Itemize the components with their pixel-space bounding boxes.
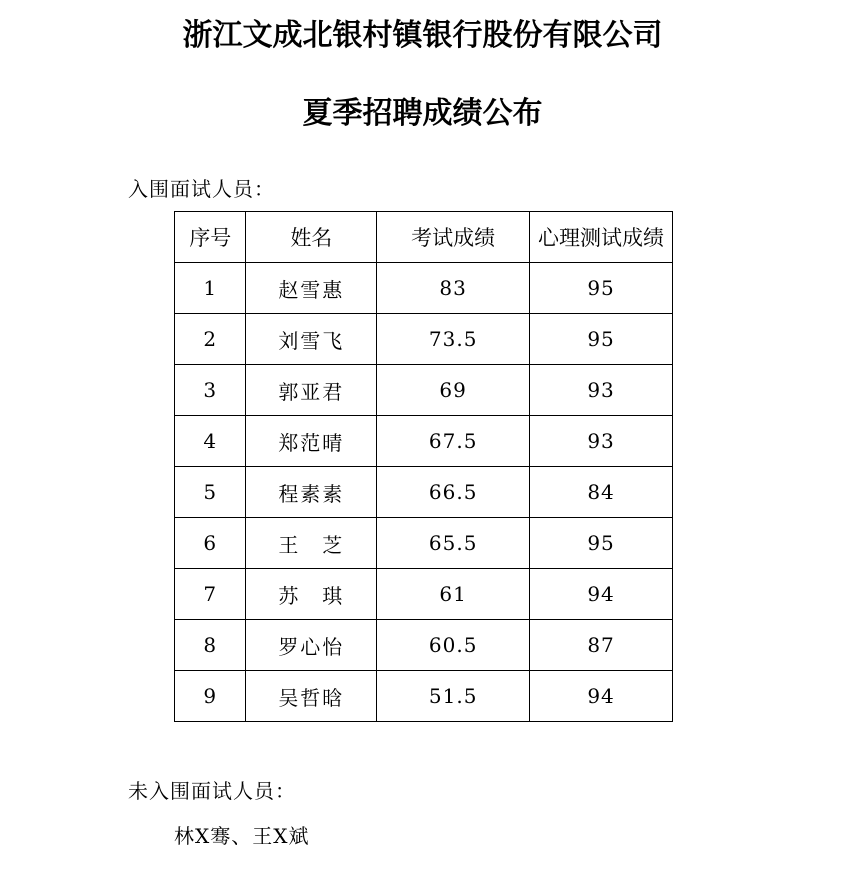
table-row [175, 620, 673, 671]
row-number: 7 [175, 569, 246, 620]
row-number: 1 [175, 263, 246, 314]
psych-score: 94 [530, 671, 673, 722]
candidate-name: 苏 琪 [246, 569, 377, 620]
not-shortlisted-names: 林X骞、王X斌 [174, 824, 310, 848]
exam-score: 60.5 [377, 620, 530, 671]
exam-score: 65.5 [377, 518, 530, 569]
exam-score: 51.5 [377, 671, 530, 722]
header-exam-score: 考试成绩 [377, 212, 530, 263]
psych-score: 95 [530, 263, 673, 314]
psych-score: 84 [530, 467, 673, 518]
header-psych-score: 心理测试成绩 [530, 212, 673, 263]
exam-score: 61 [377, 569, 530, 620]
psych-score: 93 [530, 416, 673, 467]
row-number: 6 [175, 518, 246, 569]
row-number: 3 [175, 365, 246, 416]
document-title: 浙江文成北银村镇银行股份有限公司 [182, 18, 663, 53]
row-number: 4 [175, 416, 246, 467]
table-row [175, 314, 673, 365]
psych-score: 87 [530, 620, 673, 671]
row-number: 2 [175, 314, 246, 365]
row-number: 5 [175, 467, 246, 518]
exam-score: 66.5 [377, 467, 530, 518]
document-subtitle: 夏季招聘成绩公布 [302, 96, 543, 131]
candidate-name: 赵雪惠 [246, 263, 377, 314]
table-row [175, 365, 673, 416]
header-name: 姓名 [246, 212, 377, 263]
table-row [175, 416, 673, 467]
shortlisted-label: 入围面试人员： [128, 177, 275, 201]
row-number: 8 [175, 620, 246, 671]
header-number: 序号 [175, 212, 246, 263]
candidate-name: 罗心怡 [246, 620, 377, 671]
candidate-name: 王 芝 [246, 518, 377, 569]
table-row [175, 467, 673, 518]
scores-table [174, 211, 673, 722]
candidate-name: 程素素 [246, 467, 377, 518]
candidate-name: 郭亚君 [246, 365, 377, 416]
psych-score: 95 [530, 518, 673, 569]
table-header-row [175, 212, 673, 263]
table-row [175, 569, 673, 620]
table-row [175, 518, 673, 569]
table-row [175, 671, 673, 722]
exam-score: 73.5 [377, 314, 530, 365]
candidate-name: 郑范晴 [246, 416, 377, 467]
psych-score: 95 [530, 314, 673, 365]
exam-score: 83 [377, 263, 530, 314]
candidate-name: 吴哲晗 [246, 671, 377, 722]
candidate-name: 刘雪飞 [246, 314, 377, 365]
psych-score: 94 [530, 569, 673, 620]
exam-score: 67.5 [377, 416, 530, 467]
exam-score: 69 [377, 365, 530, 416]
not-shortlisted-label: 未入围面试人员： [128, 779, 296, 803]
row-number: 9 [175, 671, 246, 722]
psych-score: 93 [530, 365, 673, 416]
table-row [175, 263, 673, 314]
